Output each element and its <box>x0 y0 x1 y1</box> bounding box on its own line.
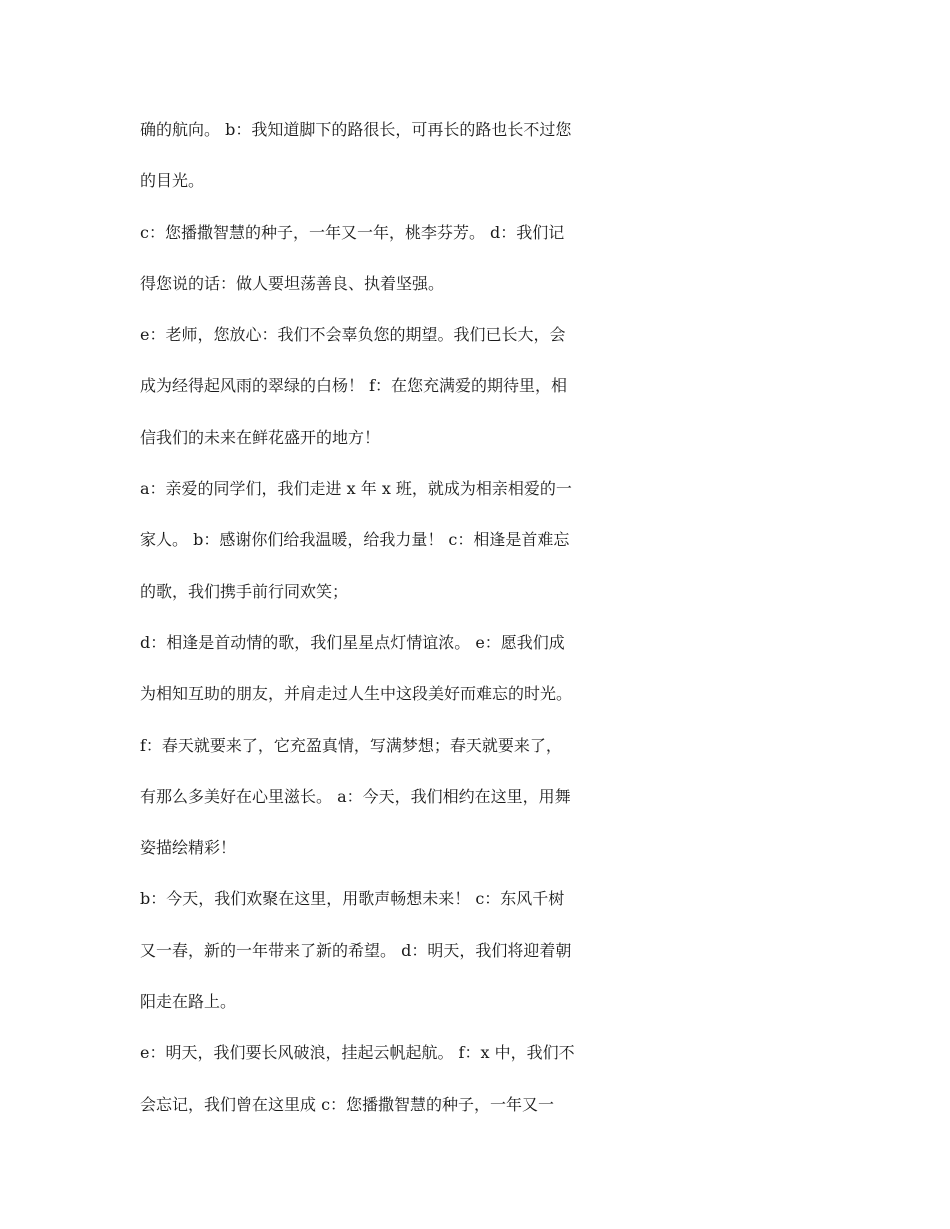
text-line: 信我们的未来在鲜花盛开的地方！ <box>140 427 381 447</box>
text-line: 为相知互助的朋友，并肩走过人生中这段美好而难忘的时光。 <box>140 684 573 704</box>
text-line: 家人。 b：感谢你们给我温暖，给我力量！ c：相逢是首难忘 <box>140 530 570 550</box>
text-line: e：明天，我们要长风破浪，挂起云帆起航。 f：x 中，我们不 <box>140 1043 575 1063</box>
document-body <box>140 104 820 1130</box>
text-line: 得您说的话：做人要坦荡善良、执着坚强。 <box>140 273 445 293</box>
text-line: f：春天就要来了，它充盈真情，写满梦想；春天就要来了， <box>140 735 562 755</box>
text-line: 的目光。 <box>140 171 205 191</box>
text-line: 的歌，我们携手前行同欢笑； <box>140 581 349 601</box>
text-line: d：相逢是首动情的歌，我们星星点灯情谊浓。 e：愿我们成 <box>140 632 565 652</box>
text-line: 姿描绘精彩！ <box>140 838 237 858</box>
text-line: a：亲爱的同学们，我们走进 x 年 x 班，就成为相亲相爱的一 <box>140 479 572 499</box>
text-line: 阳走在路上。 <box>140 992 237 1012</box>
text-line: b：今天，我们欢聚在这里，用歌声畅想未来！ c：东风千树 <box>140 889 565 909</box>
text-line: 会忘记，我们曾在这里成 c：您播撒智慧的种子，一年又一 <box>140 1094 555 1114</box>
text-line: 成为经得起风雨的翠绿的白杨！ f：在您充满爱的期待里，相 <box>140 376 568 396</box>
text-line: 又一春，新的一年带来了新的希望。 d：明天，我们将迎着朝 <box>140 940 572 960</box>
text-line: 有那么多美好在心里滋长。 a：今天，我们相约在这里，用舞 <box>140 786 571 806</box>
text-line: c：您播撒智慧的种子，一年又一年，桃李芬芳。 d：我们记 <box>140 222 565 242</box>
text-line: e：老师，您放心：我们不会辜负您的期望。我们已长大，会 <box>140 325 566 345</box>
text-line: 确的航向。 b：我知道脚下的路很长，可再长的路也长不过您 <box>140 120 572 139</box>
